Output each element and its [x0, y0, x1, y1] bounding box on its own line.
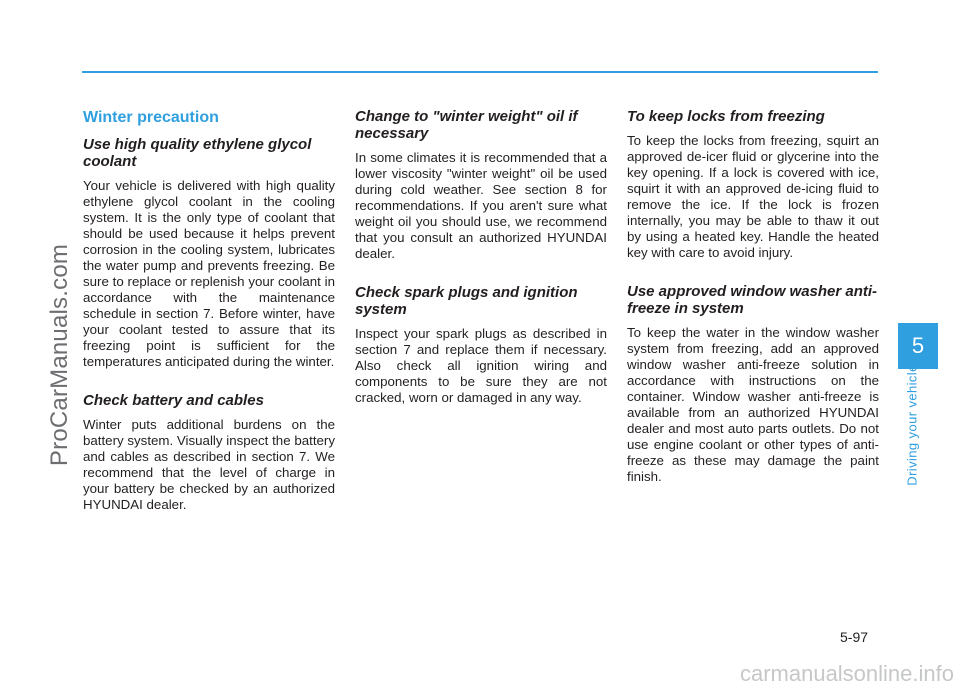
heading-winter-oil: Change to "winter weight" oil if necessary	[355, 108, 578, 142]
heading-washer: Use approved window washer anti-freeze in system	[627, 283, 878, 317]
column-1	[83, 108, 335, 535]
paragraph-battery: Winter puts additional burdens on the battery system. Visually inspect the battery and cables as described in section 7. We recommend that the level of charge in your battery be checked by an authorized HYUNDAI dealer.	[83, 417, 335, 512]
chapter-title-label: Driving your vehicle	[904, 364, 920, 486]
column-3	[627, 108, 879, 507]
heading-coolant: Use high quality ethylene glycol coolant	[83, 136, 312, 170]
page-number: 5-97	[840, 629, 869, 645]
paragraph-locks: To keep the locks from freezing, squirt an approved de-icer fluid or glycerine into the key opening. If a lock is covered with ice, squirt it with an approved de-icing fluid to remove the ice. If the lock is frozen internally, you may be able to thaw it out by using a heated key. Handle the heated key with care to avoid injury.	[627, 133, 879, 260]
paragraph-coolant: Your vehicle is delivered with high quality ethylene glycol coolant in the cooling system. It is the only type of coolant that should be used because it helps prevent corrosion in the cooling system, lubricates the water pump and prevents freezing. Be sure to replace or replenish your coolant in accordance with the maintenance schedule in section 7. Before winter, have your coolant tested to assure that its freezing point is sufficient for the temperatures anticipated during the winter.	[83, 178, 335, 369]
heading-spark-plugs: Check spark plugs and ignition system	[355, 284, 578, 318]
heading-locks: To keep locks from freezing	[627, 108, 825, 125]
watermark-carmanualsonline: carmanualsonline.info	[739, 661, 954, 686]
paragraph-winter-oil: In some climates it is recommended that a lower viscosity "winter weight" oil be used during cold weather. See section 8 for recommendations. If you aren't sure what weight oil you should use, we recommend that you consult an authorized HYUNDAI dealer.	[355, 150, 607, 261]
heading-battery: Check battery and cables	[83, 392, 264, 409]
column-2	[355, 108, 607, 428]
paragraph-spark-plugs: Inspect your spark plugs as described in section 7 and replace them if necessary. Also check all ignition wiring and components to be sure they are not cracked, worn or damaged in any way.	[355, 326, 607, 405]
top-rule	[82, 71, 878, 73]
section-title: Winter precaution	[83, 109, 219, 126]
watermark-procarmanuals: ProCarManuals.com	[46, 243, 73, 467]
paragraph-washer: To keep the water in the window washer system from freezing, add an approved window washer anti-freeze solution in accordance with instructions on the container. Window washer anti-freeze is available from an authorized HYUNDAI dealer and most auto parts outlets. Do not use engine coolant or other types of anti-freeze as these may damage the paint finish.	[627, 325, 879, 484]
chapter-number-tab: 5	[898, 323, 938, 369]
